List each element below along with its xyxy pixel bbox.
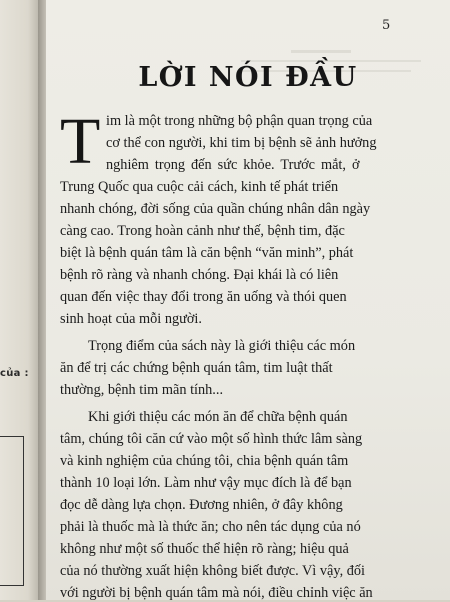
text-line: đọc dễ dàng lựa chọn. Đương nhiên, ở đây không [60, 497, 343, 513]
text-line: Trọng điểm của sách này là giới thiệu các món [88, 338, 356, 354]
text-line: Trung Quốc qua cuộc cải cách, kinh tế phát triển [60, 179, 339, 195]
text-line: không như một số thuốc thể hiện rõ ràng; hiệu quả [60, 541, 349, 557]
text-line: bệnh rõ ràng và nhanh chóng. Đại khái là có liên [60, 267, 339, 283]
text-line: càng cao. Trong hoàn cảnh như thế, bệnh tim, đặc [60, 223, 345, 239]
text-line: nghiêm trọng đến sức khỏe. Trước mắt, ở [106, 157, 360, 173]
previous-page-box [0, 436, 24, 586]
text-line: biệt là bệnh quán tâm là căn bệnh “văn minh”, phát [60, 245, 354, 261]
text-line: phải là thuốc mà là thức ăn; cho nên tác dụng của nó [60, 519, 361, 535]
text-line: Khi giới thiệu các món ăn để chữa bệnh quán [88, 409, 348, 425]
text-line: ăn để trị các chứng bệnh quán tâm, tim luật thất [60, 360, 333, 376]
book-page [46, 0, 450, 600]
text-line: nhanh chóng, đời sống của quần chúng nhân dân ngày [60, 201, 371, 217]
text-line: với người bị bệnh quán tâm mà nói, điều chỉnh việc ăn [60, 585, 373, 601]
text-line: thành 10 loại lớn. Làm như vậy mục đích là để bạn [60, 475, 352, 491]
text-line: và kinh nghiệm của chúng tôi, chia bệnh quán tâm [60, 453, 349, 469]
chapter-title: LỜI NÓI ĐẦU [138, 62, 358, 93]
previous-page-edge [0, 0, 40, 600]
text-line: của nó thường xuất hiện không biết được. Vì vậy, đối [60, 563, 365, 579]
previous-page-fragment: của : [0, 368, 29, 379]
page-number: 5 [382, 18, 391, 33]
text-line: sinh hoạt của mỗi người. [60, 311, 202, 327]
text-line: tâm, chúng tôi căn cứ vào một số hình thức lâm sàng [60, 431, 363, 447]
drop-cap: T [60, 105, 101, 178]
text-line: thường, bệnh tim mãn tính... [60, 382, 224, 398]
text-line: quan đến việc thay đổi trong ăn uống và thói quen [60, 289, 347, 305]
text-line: cơ thể con người, khi tim bị bệnh sẽ ảnh hưởng [106, 135, 377, 151]
text-line: im là một trong những bộ phận quan trọng của [106, 113, 373, 129]
